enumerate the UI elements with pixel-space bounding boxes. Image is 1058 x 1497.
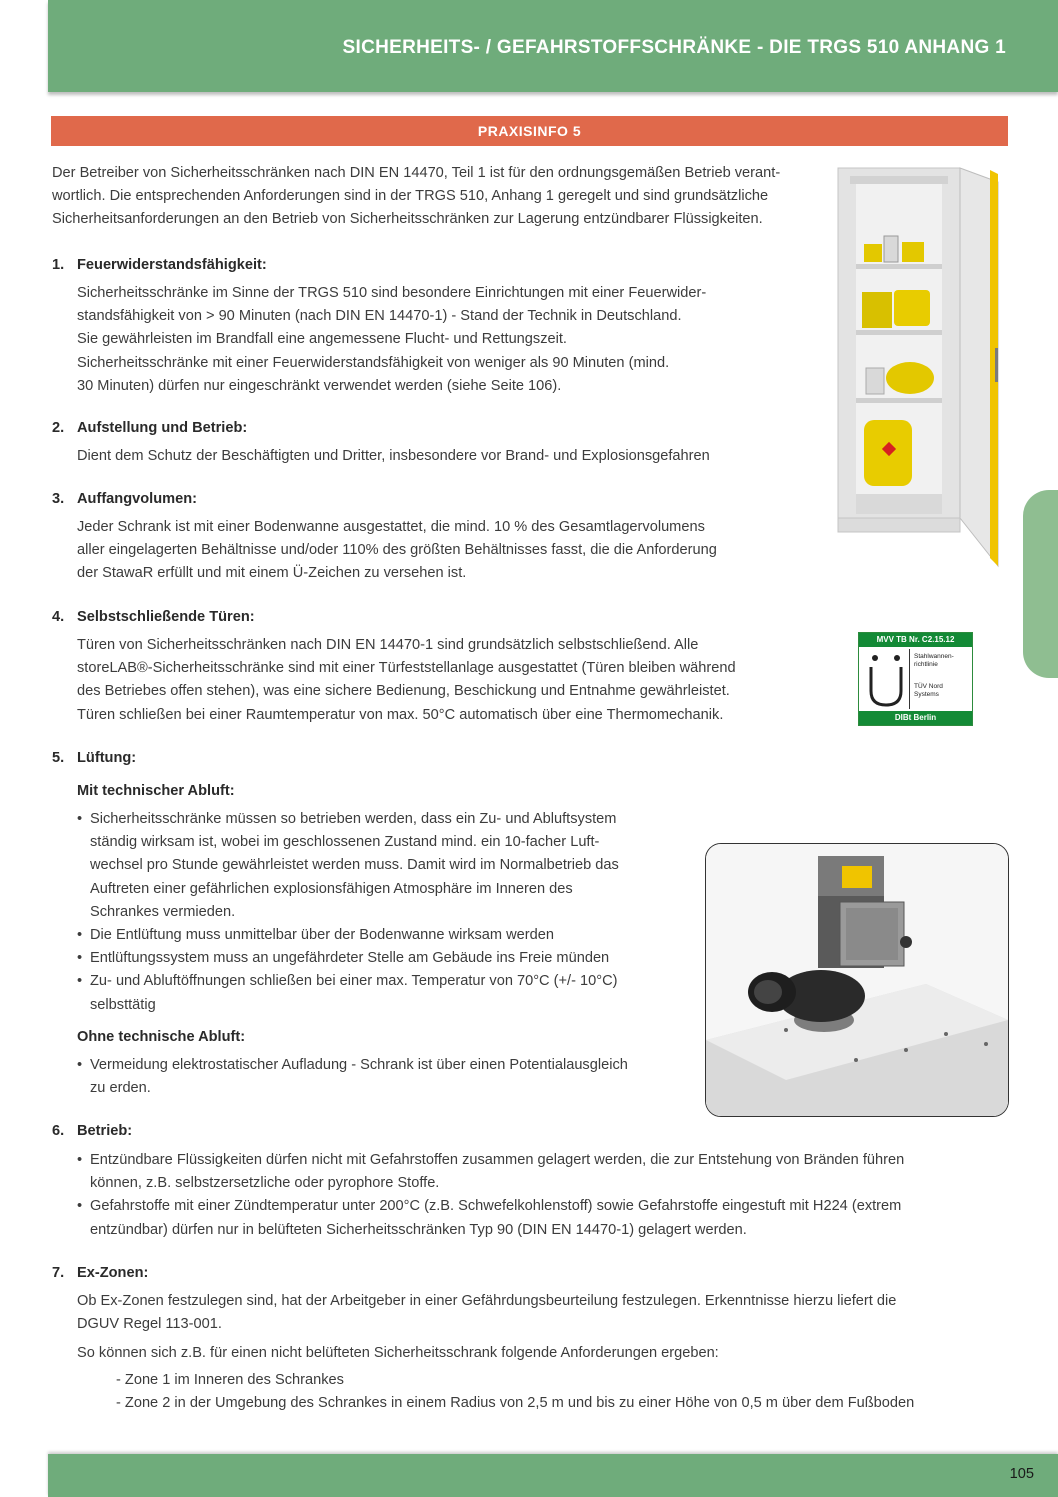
list-item: • Entzündbare Flüssigkeiten dürfen nicht mit Gefahrstoffen zusammen gelagert werden, die zur Entstehung von Bränden führen können, z.B. selbstzersetzliche oder pyrophore Stoffe. (77, 1149, 915, 1195)
section-7-body: Ob Ex-Zonen festzulegen sind, hat der Arbeitgeber in einer Gefährdungsbeurteilung festzulegen. Erkenntnisse hierzu liefert die DGUV Regel 113-001. (77, 1293, 897, 1333)
section-4-heading: 4. Selbstschließende Türen: (52, 609, 255, 625)
intro-paragraph (52, 162, 782, 232)
intro-line: wortlich. Die entsprechenden Anforderungen sind in der TRGS 510, Anhang 1 geregelt und sind grundsätzliche (52, 188, 769, 205)
list-item: • Gefahrstoffe mit einer Zündtemperatur unter 200°C (z.B. Schwefelkohlenstoff) sowie Gefahrstoffe eingestuft mit H224 (extrem entzündbar) dürfen nur in belüfteten Sicherheitsschränken Typ 90 (DIN EN 14470-1) gelagert werden. (77, 1195, 915, 1241)
list-item: • Sicherheitsschränke müssen so betrieben werden, dass ein Zu- und Abluftsystem ständig wirksam ist, wobei im geschlossenen Zustand mind. ein 10-facher Luft-wechsel pro Stunde gewährleistet werden muss. Damit wird im Normalbetrieb das Auftreten einer gefährlichen explosionsfähigen Atmosphäre im Inneren des Schrankes vermieden. (77, 808, 622, 924)
section-2-heading: 2. Aufstellung und Betrieb: (52, 420, 248, 436)
u-mark-badge (858, 632, 973, 726)
section-7-para2: So können sich z.B. für einen nicht belüfteten Sicherheitsschrank folgende Anforderungen ergeben: (77, 1345, 719, 1361)
section-1-body: Sicherheitsschränke im Sinne der TRGS 510 sind besondere Einrichtungen mit einer Feuerwider- standsfähigkeit von > 90 Minuten (nach DIN EN 14470-1) - Stand der Technik in Deutschland. Sie gewährleisten im Brandfall eine angemessene Flucht- und Rettungszeit. Sicherheitsschränke mit einer Feuerwiderstandsfähigkeit von weniger als 90 Minuten (mind. 30 Minuten) dürfen nur eingeschränkt verwendet werden (siehe Seite 106). (77, 285, 707, 394)
dash-item: - Zone 2 in der Umgebung des Schrankes in einem Radius von 2,5 m und bis zu einer Höhe von 0,5 m über dem Fußboden (116, 1395, 915, 1411)
praxisinfo-banner: PRAXISINFO 5 (51, 116, 1008, 146)
safety-cabinet-image (832, 162, 1004, 570)
mark-top-label: MVV TB Nr. C2.15.12 (859, 633, 972, 647)
intro-line: Sicherheitsanforderungen an den Betrieb von Sicherheitsschränken zur Lagerung entzündbarer Flüssigkeiten. (52, 211, 763, 228)
bullet-list-betrieb (77, 1149, 915, 1242)
section-1-heading: 1. Feuerwiderstandsfähigkeit: (52, 257, 267, 273)
mark-bottom-label: DIBt Berlin (859, 711, 972, 725)
bullet-list-mit-abluft (77, 808, 622, 1017)
section-4-body: Türen von Sicherheitsschränken nach DIN EN 14470-1 sind grundsätzlich selbstschließend. Alle storeLAB®-Sicherheitsschränke sind mit einer Türfeststellanlage ausgestattet (Türen bleiben während des Betriebes offen stehen), was eine sichere Bedienung, Beschickung und Entnahme gewährleistet. Türen schließen bei einer Raumtemperatur von max. 50°C automatisch über eine Thermomechanik. (77, 637, 736, 723)
section-6-heading: 6. Betrieb: (52, 1123, 133, 1139)
exhaust-fan-image (706, 844, 1008, 1116)
list-item: • Die Entlüftung muss unmittelbar über der Bodenwanne wirksam werden (77, 924, 622, 947)
section-7-heading: 7. Ex-Zonen: (52, 1265, 149, 1281)
section-5-heading: 5. Lüftung: (52, 750, 137, 766)
dash-item: - Zone 1 im Inneren des Schrankes (116, 1372, 344, 1388)
subheading-mit-abluft: Mit technischer Abluft: (77, 783, 235, 799)
intro-line: Der Betreiber von Sicherheitsschränken nach DIN EN 14470, Teil 1 ist für den ordnungsgemäßen Betrieb verant- (52, 165, 781, 181)
page-header (48, 0, 1058, 92)
mark-text: TÜV Nord Systems (914, 683, 943, 698)
subheading-ohne-abluft: Ohne technische Abluft: (77, 1029, 246, 1045)
list-item: • Zu- und Abluftöffnungen schließen bei einer max. Temperatur von 70°C (+/- 10°C) selbsttätig (77, 970, 622, 1016)
page-title: SICHERHEITS- / GEFAHRSTOFFSCHRÄNKE - DIE TRGS 510 ANHANG 1 (342, 37, 1006, 58)
bullet-list-ohne-abluft (77, 1054, 637, 1100)
u-mark-icon (865, 653, 907, 709)
section-3-heading: 3. Auffangvolumen: (52, 491, 197, 507)
side-tab (1023, 490, 1058, 678)
page-number: 105 (1009, 1466, 1034, 1482)
mark-divider (909, 649, 910, 709)
section-3-body: Jeder Schrank ist mit einer Bodenwanne ausgestattet, die mind. 10 % des Gesamtlagervolumens aller eingelagerten Behältnisse und/oder 110% des größten Behältnisses fasst, die die Anforderung der StawaR erfüllt und mit einem Ü-Zeichen zu versehen ist. (77, 519, 717, 582)
list-item: • Vermeidung elektrostatischer Aufladung - Schrank ist über einen Potentialausgleich zu erden. (77, 1054, 637, 1100)
page-footer (48, 1454, 1058, 1497)
mark-text: Stahlwannen-richtlinie (914, 653, 954, 668)
section-2-body: Dient dem Schutz der Beschäftigten und Dritter, insbesondere vor Brand- und Explosionsgefahren (77, 448, 710, 464)
list-item: • Entlüftungssystem muss an ungefährdeter Stelle am Gebäude ins Freie münden (77, 947, 622, 970)
exhaust-fan-photo (705, 843, 1009, 1117)
